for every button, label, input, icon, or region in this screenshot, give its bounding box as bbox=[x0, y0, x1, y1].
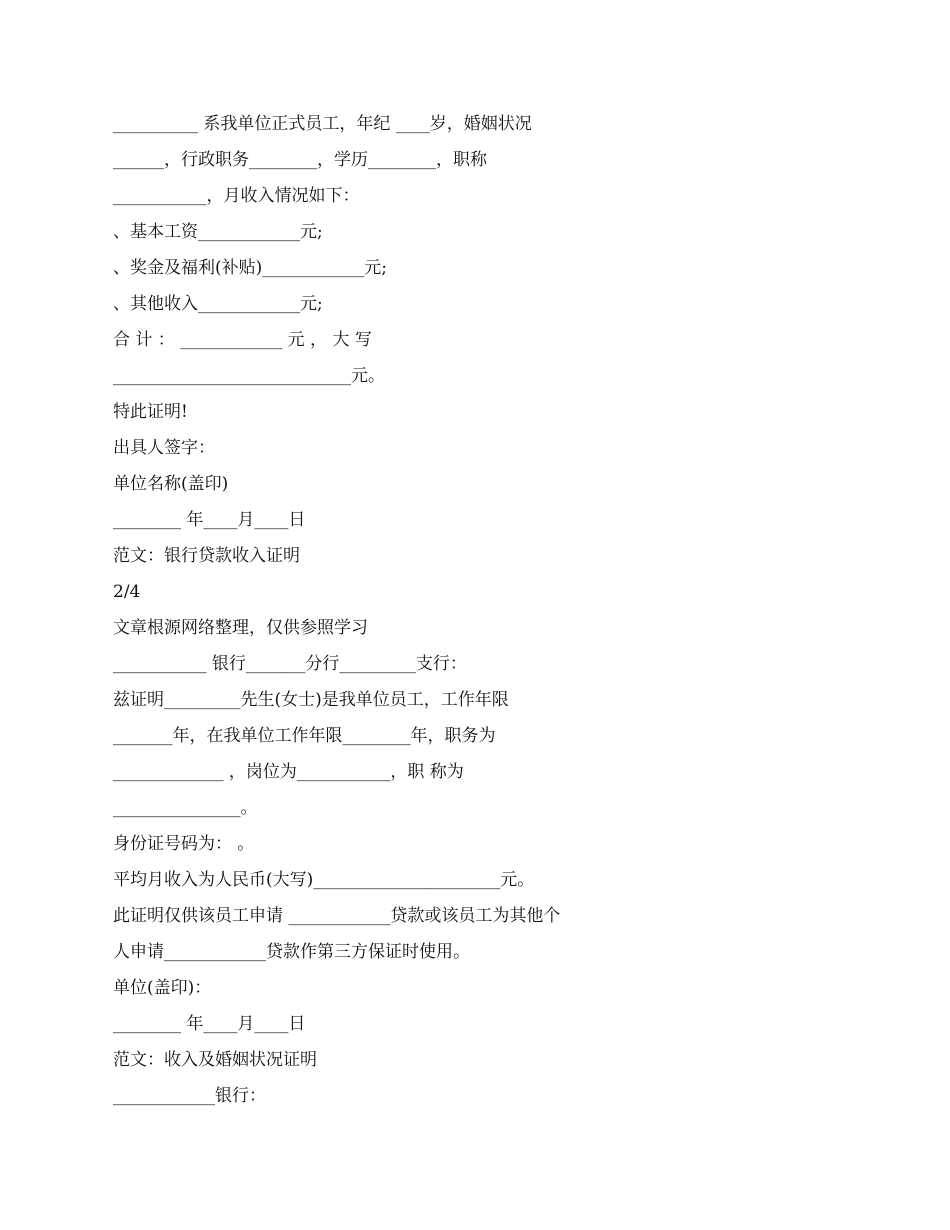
page-number: 2/4 bbox=[113, 582, 141, 602]
unit-name-seal-line: 单位名称(盖印) bbox=[113, 474, 229, 494]
document-body bbox=[113, 106, 833, 1114]
total-line: 合 计 ： ____________ 元 ， 大 写 bbox=[113, 330, 372, 350]
work-years-line: _______年，在我单位工作年限________年，职务为 bbox=[113, 726, 496, 746]
issuer-signature-line: 出具人签字： bbox=[113, 438, 215, 458]
certify-line: 特此证明! bbox=[113, 402, 188, 422]
date-line: ________ 年____月____日 bbox=[113, 510, 306, 530]
title-income-intro-line: ___________，月收入情况如下： bbox=[113, 186, 360, 206]
usage-line-1: 此证明仅供该员工申请 ____________贷款或该员工为其他个 bbox=[113, 906, 561, 926]
employee-info-line: __________ 系我单位正式员工，年纪 ____岁，婚姻状况 bbox=[113, 114, 532, 134]
bonus-welfare-line: 、奖金及福利(补贴)____________元; bbox=[113, 258, 387, 278]
position-education-line: ______，行政职务________，学历________，职称 bbox=[113, 150, 487, 170]
bank-address-line: ____________银行： bbox=[113, 1086, 266, 1106]
section-heading-income-marriage: 范文：收入及婚姻状况证明 bbox=[113, 1050, 317, 1070]
date-line-2: ________ 年____月____日 bbox=[113, 1014, 306, 1034]
source-note: 文章根源网络整理，仅供参照学习 bbox=[113, 618, 368, 638]
other-income-line: 、其他收入____________元; bbox=[113, 294, 323, 314]
employee-certify-line: 兹证明_________先生(女士)是我单位员工，工作年限 bbox=[113, 690, 509, 710]
basic-salary-line: 、基本工资____________元; bbox=[113, 222, 323, 242]
post-title-line: _____________ ，岗位为___________，职 称为 bbox=[113, 762, 464, 782]
unit-seal-line: 单位(盖印)： bbox=[113, 978, 212, 998]
id-number-line: 身份证号码为： 。 bbox=[113, 834, 255, 854]
section-heading-loan-income: 范文：银行贷款收入证明 bbox=[113, 546, 300, 566]
bank-branch-line: ___________ 银行_______分行_________支行： bbox=[113, 654, 467, 674]
usage-line-2: 人申请____________贷款作第三方保证时使用。 bbox=[113, 942, 470, 962]
title-blank-line: _______________。 bbox=[113, 798, 258, 818]
total-capital-line: ____________________________元。 bbox=[113, 366, 385, 386]
monthly-income-line: 平均月收入为人民币(大写)______________________元。 bbox=[113, 870, 535, 890]
